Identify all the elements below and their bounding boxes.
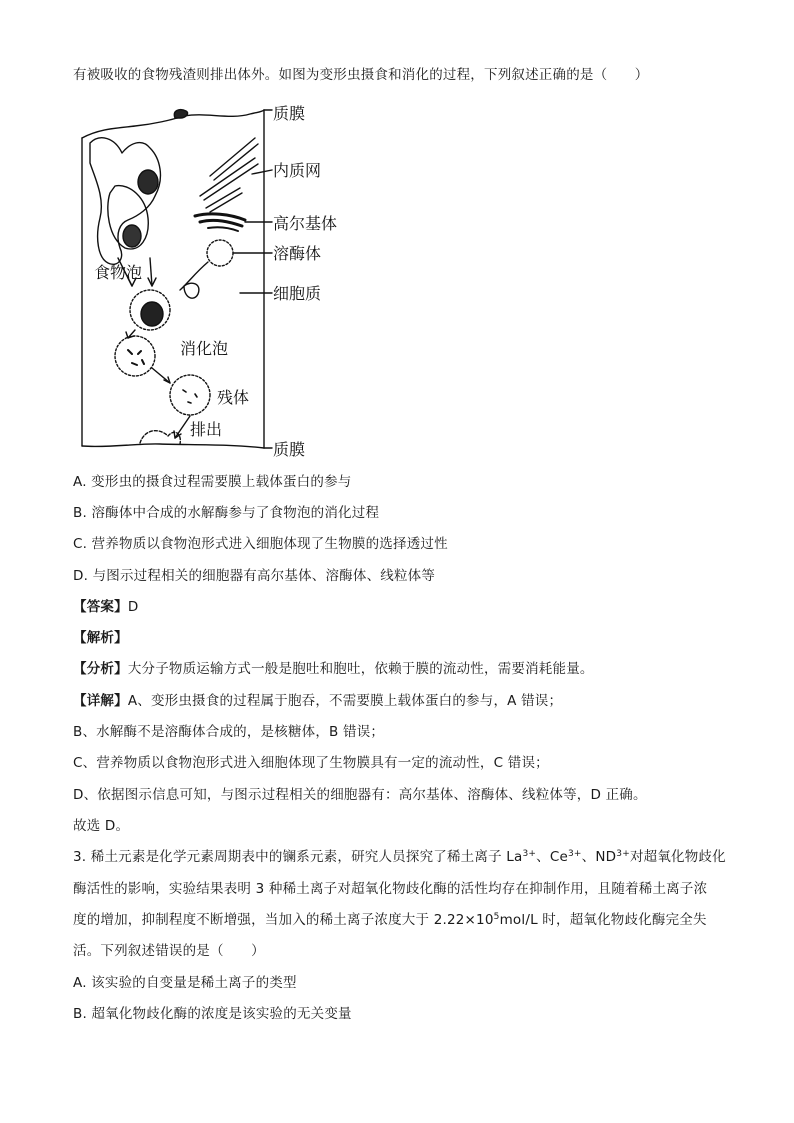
label-cytoplasm: 细胞质	[273, 284, 322, 303]
sup-la: 3+	[522, 849, 537, 859]
option-c: C. 营养物质以食物泡形式进入细胞体现了生物膜的选择透过性	[73, 536, 448, 552]
arrow-5	[175, 416, 190, 438]
q3-line3-a: 度的增加，抑制程度不断增强，当加入的稀土离子浓度大于 2.22×10	[73, 912, 494, 928]
q3-line1-d: 对超氧化物歧化	[629, 849, 726, 865]
lysosome	[207, 240, 233, 266]
top-membrane-right	[185, 110, 264, 116]
sup-exponent: 5	[493, 912, 500, 922]
analysis-tag: 【解析】	[73, 630, 128, 646]
detail-tag: 【详解】	[73, 693, 128, 709]
arrow-4	[152, 368, 170, 383]
fenxi-tag: 【分析】	[73, 661, 128, 677]
answer-value: D	[127, 599, 139, 615]
q3-line-3	[73, 911, 707, 929]
detail-line-d: D、依据图示信息可知，与图示过程相关的细胞器有：高尔基体、溶酶体、线粒体等，D 正确。	[73, 787, 647, 803]
label-golgi: 高尔基体	[273, 214, 338, 233]
answer-line	[73, 598, 138, 616]
answer-tag: 【答案】	[73, 599, 128, 615]
q3-line1-c: 、ND	[581, 849, 617, 865]
pseudopod-outline	[90, 138, 160, 265]
detail-line-a	[73, 692, 562, 710]
q3-line1-a: 3. 稀土元素是化学元素周期表中的镧系元素，研究人员探究了稀土离子 La	[73, 849, 523, 865]
fenxi-text: 大分子物质运输方式一般是胞吐和胞吐，依赖于膜的流动性，需要消耗能量。	[127, 661, 594, 677]
label-lysosome: 溶酶体	[273, 244, 322, 263]
detail-line-b: B、水解酶不是溶酶体合成的，是核糖体，B 错误；	[73, 724, 385, 740]
label-residual-body: 残体	[217, 388, 250, 407]
label-plasma-membrane-top: 质膜	[273, 104, 306, 123]
option-a: A. 变形虫的摄食过程需要膜上载体蛋白的参与	[73, 474, 352, 490]
sup-nd: 3+	[616, 849, 630, 859]
q3-option-b: B. 超氧化物歧化酶的浓度是该实验的无关变量	[73, 1006, 352, 1022]
food-particle-mid	[123, 225, 141, 247]
food-particle-top	[138, 170, 158, 194]
label-expel: 排出	[190, 420, 223, 439]
option-d: D. 与图示过程相关的细胞器有高尔基体、溶酶体、线粒体等	[73, 568, 436, 584]
q3-line-1	[73, 848, 726, 866]
top-blob	[174, 110, 187, 118]
q3-line-2: 酶活性的影响，实验结果表明 3 种稀土离子对超氧化物歧化酶的活性均存在抑制作用，且随着稀土离子浓	[73, 881, 708, 897]
label-food-vacuole: 食物泡	[94, 263, 143, 282]
food-vacuole-core	[141, 302, 163, 326]
er-stack-3	[206, 188, 242, 212]
label-er: 内质网	[273, 161, 322, 180]
q3-line1-b: 、Ce	[536, 849, 568, 865]
top-membrane-left	[82, 116, 185, 138]
residual-body	[170, 375, 210, 415]
detail-a-text: A、变形虫摄食的过程属于胞吞，不需要膜上载体蛋白的参与，A 错误；	[127, 693, 563, 709]
question-stem-tail: 有被吸收的食物残渣则排出体外。如图为变形虫摄食和消化的过程，下列叙述正确的是（ ）	[73, 67, 649, 83]
detail-line-c: C、营养物质以食物泡形式进入细胞体现了生物膜具有一定的流动性，C 错误；	[73, 755, 549, 771]
option-b: B. 溶酶体中合成的水解酶参与了食物泡的消化过程	[73, 505, 380, 521]
golgi-1	[195, 214, 245, 220]
label-plasma-membrane-bottom: 质膜	[273, 440, 306, 459]
sup-ce: 3+	[567, 849, 582, 859]
label-digestive-vacuole: 消化泡	[180, 339, 229, 358]
er-stack-1	[210, 138, 258, 180]
fusion-bleb	[184, 283, 199, 298]
conclusion: 故选 D。	[73, 818, 130, 834]
leader-er	[252, 170, 272, 174]
q3-line3-b: mol/L 时，超氧化物歧化酶完全失	[499, 912, 707, 928]
golgi-3	[208, 227, 238, 231]
amoeba-digestion-figure	[80, 98, 338, 460]
bottom-membrane	[82, 444, 264, 448]
q3-option-a: A. 该实验的自变量是稀土离子的类型	[73, 975, 297, 991]
residual-fragments	[183, 390, 197, 403]
golgi-2	[200, 220, 242, 226]
q3-line-4: 活。下列叙述错误的是（ ）	[73, 943, 265, 959]
fenxi-line	[73, 660, 594, 678]
digestive-vacuole	[115, 336, 155, 376]
digestive-fragments	[128, 350, 144, 365]
